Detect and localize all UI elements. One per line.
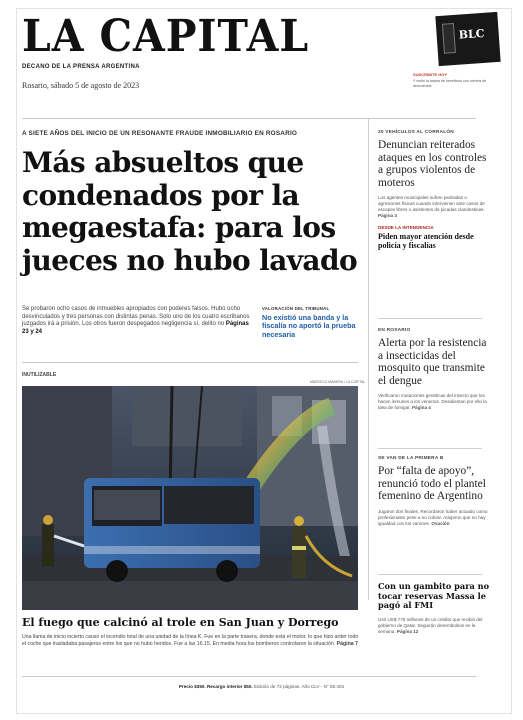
card-promo-image: [435, 12, 500, 66]
main-summary-text: Se probaron ocho casos de inmuebles apropiados con poderes falsos. Hubo ocho desvinculados y tres personas con distintas penas. Solo uno de los cuatro escribanos juzgados irá a prisión. Los otros fueron despegados negligencia sí, delito no: [22, 306, 250, 328]
sidebox-label: VALORACIÓN DEL TRIBUNAL: [262, 306, 330, 311]
footer: [0, 684, 523, 689]
burned-trolleybus-photo[interactable]: [22, 386, 358, 610]
main-story[interactable]: [22, 130, 358, 339]
right-story-body-text: Usó US$ 775 millones de un crédito que recibió del gobierno de Qatar. Seguirán desembolsos en la semana.: [378, 616, 483, 634]
right-divider-1: [378, 318, 482, 319]
main-summary: [22, 306, 252, 336]
right-story-ref: Página 3: [378, 213, 397, 219]
right-story-headline[interactable]: Por “falta de apoyo”, renunció todo el plantel femenino de Argentino: [378, 465, 486, 503]
right-story-extra-headline[interactable]: Piden mayor atención desde policía y fiscalías: [378, 232, 474, 251]
tribunal-sidebox: [262, 306, 362, 339]
main-headline[interactable]: Más absueltos que condenados por la megaestafa: para los jueces no hubo lavado: [22, 146, 358, 277]
right-story-body-text: Los agentes municipales sufren pedradas o agresiones físicas cuando intervienen ante casos de escapes libres o asistentes de picadas clandestinas.: [378, 195, 485, 213]
right-divider-3: [378, 574, 482, 575]
promo-mark: BLC: [458, 26, 485, 42]
photo-label: INUTILIZABLE: [22, 372, 57, 378]
photo-caption-text: Una llama de inicio incierto causó el incendio total de una unidad de la línea K. Fue en la parte trasera, donde está el motor, lo que hizo arder todo el coche que trasladaba pasajeros entre los que no hubo heridos. Fue a las 16.15. En media hora los bomberos controlaron la situación.: [22, 634, 359, 647]
photo-illustration: [22, 386, 358, 610]
photo-caption-ref: Página 7: [336, 640, 358, 647]
column-divider: [368, 118, 369, 600]
main-kicker: A SIETE AÑOS DEL INICIO DE UN RESONANTE FRAUDE INMOBILIARIO EN ROSARIO: [22, 130, 298, 137]
right-story-body: [378, 509, 490, 527]
right-story-headline[interactable]: Con un gambito para no tocar reservas Massa le pagó al FMI: [378, 581, 490, 611]
photo-caption-headline[interactable]: El fuego que calcinó al trole en San Juan y Dorrego: [22, 616, 339, 629]
right-story-body: [378, 617, 490, 635]
right-story-body-text: Verificaron mutaciones genéticas del insecto que los hacen inmunes a los venenos. Desalientan por ello la idea de fumigar.: [378, 393, 487, 411]
subscription-promo[interactable]: [413, 14, 505, 89]
right-story-fmi[interactable]: [378, 582, 490, 635]
masthead-divider: [22, 118, 476, 119]
right-story-body-text: Jugaron dos finales. Recordaron haber actuado como profesionales pese a no cobrar. Adujeron que no hay igualdad con los varones.: [378, 508, 488, 526]
sidebox-text: No existió una banda y la fiscalía no aportó la prueba necesaria: [262, 313, 356, 339]
masthead: [22, 11, 362, 90]
right-story-argentino[interactable]: [378, 456, 490, 527]
right-story-label: EN ROSARIO: [378, 328, 411, 333]
photo-caption-body: [22, 634, 362, 648]
promo-text: Y recibí la tarjeta de beneficios con cientos de descuentos: [413, 79, 487, 88]
right-story-label: SE VAN DE LA PRIMERA B: [378, 456, 444, 461]
newspaper-logo[interactable]: LA CAPITAL: [22, 11, 310, 62]
right-story-label: 20 VEHÍCULOS AL CORRALÓN: [378, 130, 454, 135]
right-divider-2: [378, 448, 482, 449]
footer-info: Edición de 72 páginas. Año CLV - N° 55.404: [253, 684, 345, 689]
right-story-ref: Ovación: [431, 520, 450, 526]
photo-credit: MARCELO MANERA / LA CAPITAL: [310, 380, 366, 384]
right-story-body: [378, 195, 490, 219]
right-story-moteros[interactable]: [378, 130, 490, 250]
right-story-body: [378, 393, 490, 411]
masthead-tagline: DECANO DE LA PRENSA ARGENTINA: [22, 64, 140, 70]
footer-divider: [22, 676, 476, 677]
right-story-ref: Página 4: [411, 405, 431, 411]
story-divider: [22, 362, 358, 363]
right-story-extra-label: DESDE LA INTENDENCIA: [378, 225, 434, 231]
right-story-headline[interactable]: Alerta por la resistencia a insecticidas del mosquito que transmite el dengue: [378, 337, 487, 387]
main-summary-ref: Páginas 23 y 24: [22, 321, 249, 335]
masthead-dateline: Rosario, sábado 5 de agosto de 2023: [22, 81, 140, 90]
card-icon: [442, 23, 456, 54]
right-story-dengue[interactable]: [378, 328, 490, 411]
promo-caption: SUSCRIBITE HOY: [413, 72, 448, 77]
footer-price: Precio $350. Recargo interior $50.: [178, 684, 253, 689]
right-story-ref: Página 12: [396, 628, 419, 634]
right-story-headline[interactable]: Denuncian reiterados ataques en los controles a grupos violentos de moteros: [378, 139, 487, 189]
